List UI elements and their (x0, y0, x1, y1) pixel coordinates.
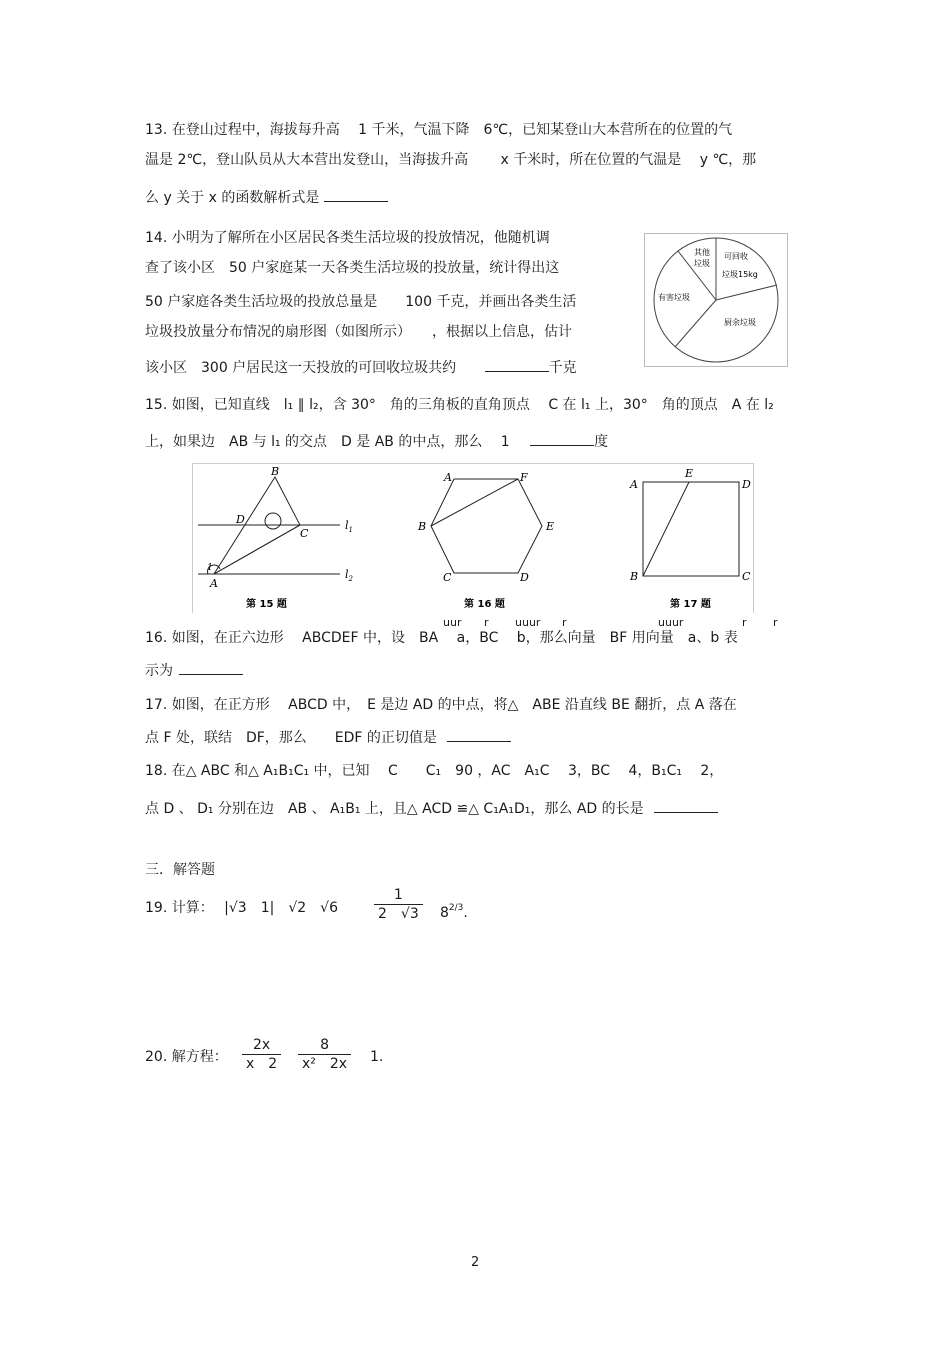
segment-bf (431, 479, 518, 526)
q20-frac2-num: 8 (298, 1036, 351, 1055)
q16-vec-mark-a: r (484, 616, 489, 629)
q15-unit: 度 (594, 434, 609, 450)
f17-label-b: B (630, 570, 639, 583)
q15-answer-blank (530, 431, 594, 446)
f17-label-d: D (742, 478, 751, 491)
q19-fraction (374, 886, 423, 923)
page-number: 2 (471, 1255, 480, 1270)
q19-power-base: 8 (440, 905, 449, 921)
q14-unit: 千克 (548, 360, 577, 376)
pie-label-recyclable-2: 垃圾15kg (722, 270, 758, 279)
pie-label-harmful: 有害垃圾 (658, 293, 690, 302)
q16-line1: 16. 如图，在正六边形 ABCDEF 中，设 BA a，BC b，那么向量 BF 用向量 a、b 表 (145, 630, 738, 646)
q17-line2-text: 点 F 处，联结 DF，那么 EDF 的正切值是 (145, 730, 437, 746)
q15-line2-text: 上，如果边 AB 与 l₁ 的交点 D 是 AB 的中点，那么 1 (145, 434, 510, 450)
f15-label-d: D (236, 513, 245, 526)
q20-frac1-num: 2x (242, 1036, 281, 1055)
figure-16 (417, 471, 554, 610)
q14-line5-text: 该小区 300 户居民这一天投放的可回收垃圾共约 (145, 360, 457, 376)
segment-be (643, 482, 689, 576)
q20-rhs: 1. (370, 1049, 384, 1065)
f16-label-e: E (546, 520, 555, 533)
f15-label-angle-1: 1 (207, 563, 213, 573)
q19-frac-den: 2 √3 (378, 906, 419, 922)
q18-line2 (145, 798, 718, 818)
q16-vec-mark-bf: uuur (658, 616, 684, 629)
pie-label-recyclable-1: 可回收 (724, 252, 748, 261)
pie-divider-lower-left (675, 300, 716, 347)
q20-fraction-2 (298, 1036, 351, 1073)
q15-line2 (145, 431, 608, 451)
q13-line3 (145, 187, 388, 207)
f16-caption: 第 16 题 (464, 599, 505, 610)
q17-line1: 17. 如图，在正方形 ABCD 中， E 是边 AD 的中点，将△ ABE 沿直线 BE 翻折，点 A 落在 (145, 697, 737, 713)
q17-line2 (145, 727, 511, 747)
f16-label-c: C (443, 571, 452, 584)
q20-prefix: 20. 解方程： (145, 1049, 228, 1065)
f15-label-b: B (271, 465, 280, 478)
f16-label-b: B (418, 520, 427, 533)
q14-pie-figure (644, 233, 788, 367)
q19-expr-part1: |√3 1| √2 √6 (224, 900, 338, 916)
pie-label-other-1: 其他 (694, 248, 710, 257)
square-abcd (643, 482, 739, 576)
figure-17 (629, 467, 751, 610)
q20-frac2-den: x² 2x (302, 1056, 348, 1072)
q18-line1: 18. 在△ ABC 和△ A₁B₁C₁ 中，已知 C C₁ 90 ，AC A₁C 3，BC 4，B₁C₁ 2， (145, 763, 724, 779)
section-3-heading: 三．解答题 (145, 862, 215, 878)
q16-vec-mark-bc: uuur (515, 616, 541, 629)
f17-caption: 第 17 题 (670, 599, 711, 610)
q14-line1: 14. 小明为了解所在小区居民各类生活垃圾的投放情况，他随机调 (145, 230, 550, 246)
f16-label-d: D (520, 571, 529, 584)
q16-vec-mark-ba: uur (443, 616, 462, 629)
triangle-hole (265, 513, 281, 529)
q14-line5 (145, 357, 577, 377)
q14-answer-blank (485, 357, 549, 372)
q15-line1: 15. 如图，已知直线 l₁ ∥ l₂，含 30° 角的三角板的直角顶点 C 在 l₁ 上，30° 角的顶点 A 在 l₂ (145, 397, 774, 413)
figures-15-17 (192, 463, 754, 613)
f16-label-a: A (444, 471, 452, 484)
f16-label-f: F (520, 471, 528, 484)
hexagon-abcdef (431, 479, 542, 573)
q18-line2-text: 点 D 、 D₁ 分别在边 AB 、 A₁B₁ 上，且△ ACD ≌△ C₁A₁D₁，那么 AD 的长是 (145, 801, 644, 817)
q16-vec-mark-b2: r (773, 616, 778, 629)
q13-line2: 温是 2℃，登山队员从大本营出发登山，当海拔升高 x 千米时，所在位置的气温是 y ℃，那 (145, 152, 757, 168)
f15-label-a: A (210, 577, 218, 590)
figure-15 (198, 465, 354, 610)
q20-fraction-1 (242, 1036, 281, 1073)
q19-power-exp: 2/3 (448, 903, 464, 913)
pie-label-kitchen: 厨余垃圾 (724, 318, 756, 327)
f17-label-e: E (685, 467, 694, 480)
f17-label-a: A (630, 478, 638, 491)
q20-frac1-den: x 2 (246, 1056, 278, 1072)
q17-answer-blank (447, 727, 511, 742)
q14-line3: 50 户家庭各类生活垃圾的投放总量是 100 千克，并画出各类生活 (145, 294, 577, 310)
f15-caption: 第 15 题 (246, 599, 287, 610)
q16-vec-mark-b: r (562, 616, 567, 629)
q16-answer-blank (179, 660, 243, 675)
q13-answer-blank (324, 187, 388, 202)
q16-line2 (145, 660, 243, 680)
pie-divider-right (716, 285, 777, 300)
f17-label-c: C (742, 570, 751, 583)
q13-line3-text: 么 y 关于 x 的函数解析式是 (145, 190, 320, 206)
pie-label-other-2: 垃圾 (694, 259, 710, 268)
q14-line4: 垃圾投放量分布情况的扇形图（如图所示） ，根据以上信息，估计 (145, 324, 572, 340)
q19-end: . (463, 905, 468, 921)
f15-label-l2: $l_2$ (345, 568, 353, 583)
q16-vec-mark-a2: r (742, 616, 747, 629)
q19-power (440, 898, 468, 923)
f15-label-l1: $l_1$ (345, 519, 353, 534)
f15-label-c: C (300, 527, 309, 540)
q13-line1: 13. 在登山过程中，海拔每升高 1 千米，气温下降 6℃，已知某登山大本营所在的位置的气 (145, 122, 733, 138)
q14-line2: 查了该小区 50 户家庭某一天各类生活垃圾的投放量，统计得出这 (145, 260, 560, 276)
q19-frac-num: 1 (374, 886, 423, 905)
segment-ac (214, 525, 300, 574)
q16-line2-text: 示为 (145, 663, 173, 679)
q19-expression (145, 898, 338, 918)
q18-answer-blank (654, 798, 718, 813)
q19-prefix: 19. 计算： (145, 900, 214, 916)
